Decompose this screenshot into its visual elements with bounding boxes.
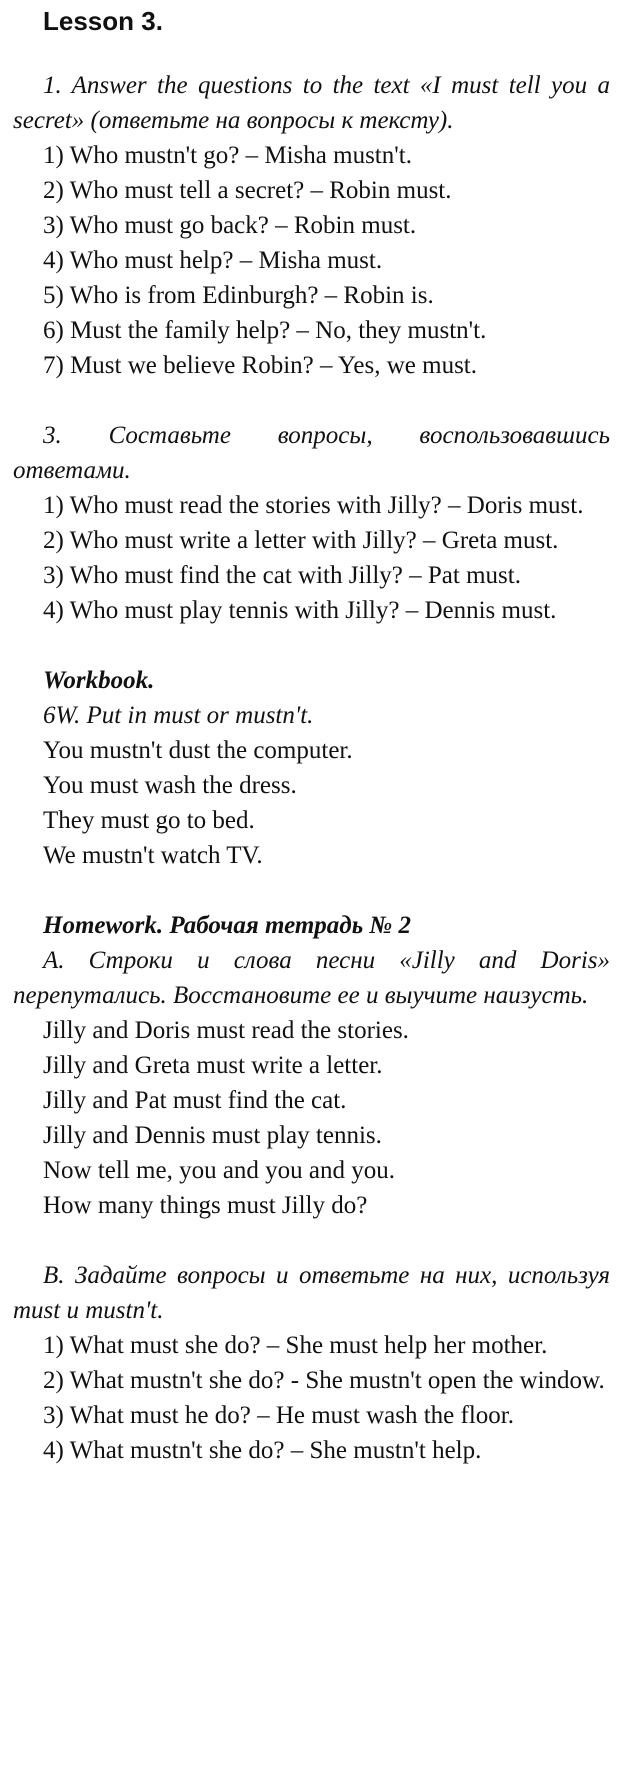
song-line: Jilly and Pat must find the cat. xyxy=(43,1087,347,1114)
workbook-heading: Workbook. xyxy=(43,667,155,694)
homework-task-a: A. Строки и слова песни «Jilly and Doris» перепутались. Восстановите ее и выучите наизусть. xyxy=(13,947,610,1009)
answer-line: 2) Who must write a letter with Jilly? – Greta must. xyxy=(43,527,559,554)
answer-line: 1) What must she do? – She must help her mother. xyxy=(43,1332,548,1359)
answer-line: 4) What mustn't she do? – She mustn't help. xyxy=(43,1437,482,1464)
answer-line: 3) What must he do? – He must wash the floor. xyxy=(43,1402,514,1429)
answer-line: 5) Who is from Edinburgh? – Robin is. xyxy=(43,282,434,309)
workbook-line: You mustn't dust the computer. xyxy=(43,737,353,764)
answer-line: 1) Who mustn't go? – Misha mustn't. xyxy=(43,142,412,169)
task-3-instruction: 3. Составьте вопросы, воспользовавшись ответами. xyxy=(13,422,610,484)
homework-task-b: B. Задайте вопросы и ответьте на них, используя must и mustn't. xyxy=(13,1262,610,1324)
song-line: Jilly and Doris must read the stories. xyxy=(43,1017,409,1044)
answer-line: 6) Must the family help? – No, they mustn't. xyxy=(43,317,487,344)
task-b-answers xyxy=(13,1328,610,1468)
task-3-answers xyxy=(13,488,610,628)
workbook-line: You must wash the dress. xyxy=(43,772,297,799)
song-line: Jilly and Dennis must play tennis. xyxy=(43,1122,382,1149)
song-lines xyxy=(13,1013,610,1223)
answer-line: 2) What mustn't she do? - She mustn't open the window. xyxy=(43,1367,605,1394)
workbook-line: They must go to bed. xyxy=(43,807,255,834)
song-line: Now tell me, you and you and you. xyxy=(43,1157,396,1184)
song-line: Jilly and Greta must write a letter. xyxy=(43,1052,383,1079)
song-line: How many things must Jilly do? xyxy=(43,1192,368,1219)
answer-line: 1) Who must read the stories with Jilly? – Doris must. xyxy=(43,492,584,519)
textbook-page xyxy=(13,0,610,1468)
task-1-answers xyxy=(13,138,610,383)
homework-heading: Homework. Рабочая тетрадь № 2 xyxy=(43,912,411,939)
workbook-lines xyxy=(13,733,610,873)
answer-line: 2) Who must tell a secret? – Robin must. xyxy=(43,177,452,204)
workbook-line: We mustn't watch TV. xyxy=(43,842,263,869)
answer-line: 3) Who must find the cat with Jilly? – Pat must. xyxy=(43,562,521,589)
task-1-instruction: 1. Answer the questions to the text «I must tell you a secret» (ответьте на вопросы к тексту). xyxy=(13,72,610,134)
answer-line: 4) Who must play tennis with Jilly? – Dennis must. xyxy=(43,597,557,624)
answer-line: 4) Who must help? – Misha must. xyxy=(43,247,383,274)
answer-line: 7) Must we believe Robin? – Yes, we must. xyxy=(43,352,477,379)
lesson-title: Lesson 3. xyxy=(43,6,163,36)
workbook-task: 6W. Put in must or mustn't. xyxy=(43,702,314,729)
answer-line: 3) Who must go back? – Robin must. xyxy=(43,212,417,239)
